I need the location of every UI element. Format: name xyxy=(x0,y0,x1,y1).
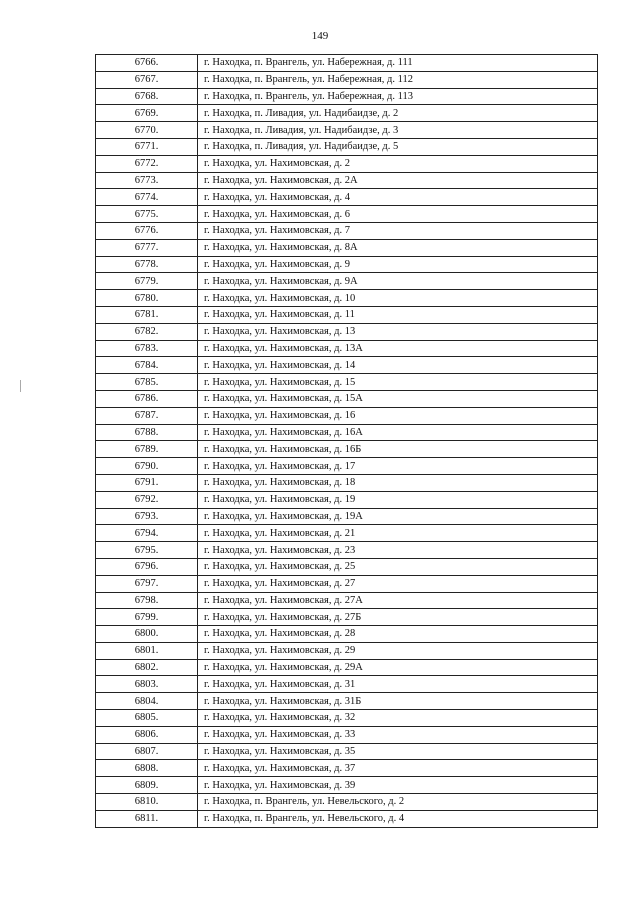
row-address: г. Находка, ул. Нахимовская, д. 25 xyxy=(198,558,598,575)
row-number: 6800. xyxy=(96,626,198,643)
table-row xyxy=(96,609,598,626)
row-address: г. Находка, ул. Нахимовская, д. 21 xyxy=(198,525,598,542)
row-address: г. Находка, ул. Нахимовская, д. 19 xyxy=(198,491,598,508)
row-number: 6768. xyxy=(96,88,198,105)
row-address: г. Находка, ул. Нахимовская, д. 14 xyxy=(198,357,598,374)
table-row xyxy=(96,726,598,743)
row-number: 6771. xyxy=(96,138,198,155)
row-number: 6792. xyxy=(96,491,198,508)
table-row xyxy=(96,407,598,424)
table-row xyxy=(96,155,598,172)
table-row xyxy=(96,743,598,760)
row-address: г. Находка, ул. Нахимовская, д. 2 xyxy=(198,155,598,172)
row-address: г. Находка, п. Ливадия, ул. Надибаидзе, д. 3 xyxy=(198,122,598,139)
row-number: 6809. xyxy=(96,777,198,794)
row-address: г. Находка, ул. Нахимовская, д. 9А xyxy=(198,273,598,290)
table-row xyxy=(96,676,598,693)
table-body xyxy=(96,55,598,828)
row-address: г. Находка, п. Ливадия, ул. Надибаидзе, д. 2 xyxy=(198,105,598,122)
row-number: 6803. xyxy=(96,676,198,693)
table-row xyxy=(96,222,598,239)
table-row xyxy=(96,777,598,794)
row-number: 6797. xyxy=(96,575,198,592)
row-address: г. Находка, ул. Нахимовская, д. 16А xyxy=(198,424,598,441)
table-row xyxy=(96,273,598,290)
table-row xyxy=(96,659,598,676)
table-row xyxy=(96,592,598,609)
table-row xyxy=(96,642,598,659)
row-number: 6775. xyxy=(96,206,198,223)
row-number: 6788. xyxy=(96,424,198,441)
row-address: г. Находка, ул. Нахимовская, д. 16 xyxy=(198,407,598,424)
table-row xyxy=(96,239,598,256)
row-number: 6780. xyxy=(96,290,198,307)
row-address: г. Находка, ул. Нахимовская, д. 15А xyxy=(198,390,598,407)
row-address: г. Находка, п. Ливадия, ул. Надибаидзе, д. 5 xyxy=(198,138,598,155)
row-number: 6798. xyxy=(96,592,198,609)
table-row xyxy=(96,340,598,357)
row-number: 6802. xyxy=(96,659,198,676)
row-address: г. Находка, ул. Нахимовская, д. 2А xyxy=(198,172,598,189)
table-row xyxy=(96,542,598,559)
row-number: 6774. xyxy=(96,189,198,206)
table-row xyxy=(96,88,598,105)
row-address: г. Находка, ул. Нахимовская, д. 16Б xyxy=(198,441,598,458)
row-number: 6793. xyxy=(96,508,198,525)
table-row xyxy=(96,441,598,458)
row-address: г. Находка, ул. Нахимовская, д. 39 xyxy=(198,777,598,794)
row-number: 6805. xyxy=(96,710,198,727)
row-number: 6789. xyxy=(96,441,198,458)
row-address: г. Находка, ул. Нахимовская, д. 31Б xyxy=(198,693,598,710)
row-number: 6785. xyxy=(96,374,198,391)
row-address: г. Находка, п. Врангель, ул. Невельского, д. 4 xyxy=(198,810,598,827)
table-row xyxy=(96,306,598,323)
row-number: 6806. xyxy=(96,726,198,743)
row-address: г. Находка, п. Врангель, ул. Невельского, д. 2 xyxy=(198,794,598,811)
row-address: г. Находка, ул. Нахимовская, д. 27А xyxy=(198,592,598,609)
row-address: г. Находка, ул. Нахимовская, д. 29А xyxy=(198,659,598,676)
row-address: г. Находка, ул. Нахимовская, д. 27Б xyxy=(198,609,598,626)
table-row xyxy=(96,458,598,475)
row-address: г. Находка, ул. Нахимовская, д. 28 xyxy=(198,626,598,643)
table-row xyxy=(96,55,598,72)
row-address: г. Находка, ул. Нахимовская, д. 4 xyxy=(198,189,598,206)
row-number: 6778. xyxy=(96,256,198,273)
table-row xyxy=(96,760,598,777)
row-number: 6794. xyxy=(96,525,198,542)
row-number: 6807. xyxy=(96,743,198,760)
row-number: 6767. xyxy=(96,71,198,88)
table-row xyxy=(96,122,598,139)
row-number: 6804. xyxy=(96,693,198,710)
table-row xyxy=(96,357,598,374)
row-number: 6782. xyxy=(96,323,198,340)
row-address: г. Находка, ул. Нахимовская, д. 32 xyxy=(198,710,598,727)
row-number: 6810. xyxy=(96,794,198,811)
row-number: 6801. xyxy=(96,642,198,659)
table-row xyxy=(96,558,598,575)
row-address: г. Находка, ул. Нахимовская, д. 29 xyxy=(198,642,598,659)
table-row xyxy=(96,290,598,307)
row-address: г. Находка, ул. Нахимовская, д. 23 xyxy=(198,542,598,559)
scan-artifact-mark xyxy=(20,380,21,392)
row-address: г. Находка, ул. Нахимовская, д. 6 xyxy=(198,206,598,223)
row-address: г. Находка, ул. Нахимовская, д. 15 xyxy=(198,374,598,391)
table-row xyxy=(96,424,598,441)
address-register-table xyxy=(95,54,598,828)
table-row xyxy=(96,794,598,811)
row-number: 6769. xyxy=(96,105,198,122)
table-row xyxy=(96,810,598,827)
row-number: 6766. xyxy=(96,55,198,72)
row-number: 6777. xyxy=(96,239,198,256)
row-number: 6772. xyxy=(96,155,198,172)
row-number: 6779. xyxy=(96,273,198,290)
table-row xyxy=(96,626,598,643)
row-number: 6790. xyxy=(96,458,198,475)
table-row xyxy=(96,105,598,122)
row-number: 6795. xyxy=(96,542,198,559)
row-number: 6783. xyxy=(96,340,198,357)
row-number: 6784. xyxy=(96,357,198,374)
table-row xyxy=(96,474,598,491)
table-row xyxy=(96,575,598,592)
row-address: г. Находка, ул. Нахимовская, д. 27 xyxy=(198,575,598,592)
row-address: г. Находка, ул. Нахимовская, д. 11 xyxy=(198,306,598,323)
row-address: г. Находка, ул. Нахимовская, д. 17 xyxy=(198,458,598,475)
table-row xyxy=(96,710,598,727)
row-address: г. Находка, ул. Нахимовская, д. 13 xyxy=(198,323,598,340)
table-row xyxy=(96,491,598,508)
row-number: 6776. xyxy=(96,222,198,239)
row-address: г. Находка, ул. Нахимовская, д. 19А xyxy=(198,508,598,525)
table-row xyxy=(96,525,598,542)
row-number: 6811. xyxy=(96,810,198,827)
row-number: 6808. xyxy=(96,760,198,777)
row-address: г. Находка, ул. Нахимовская, д. 18 xyxy=(198,474,598,491)
row-number: 6796. xyxy=(96,558,198,575)
table-row xyxy=(96,508,598,525)
row-number: 6791. xyxy=(96,474,198,491)
row-address: г. Находка, п. Врангель, ул. Набережная, д. 112 xyxy=(198,71,598,88)
row-number: 6799. xyxy=(96,609,198,626)
table-row xyxy=(96,172,598,189)
row-number: 6787. xyxy=(96,407,198,424)
row-number: 6786. xyxy=(96,390,198,407)
table-row xyxy=(96,71,598,88)
row-address: г. Находка, ул. Нахимовская, д. 13А xyxy=(198,340,598,357)
table-row xyxy=(96,189,598,206)
page-number: 149 xyxy=(311,30,329,42)
table-row xyxy=(96,138,598,155)
row-address: г. Находка, ул. Нахимовская, д. 33 xyxy=(198,726,598,743)
row-address: г. Находка, п. Врангель, ул. Набережная, д. 113 xyxy=(198,88,598,105)
table-row xyxy=(96,206,598,223)
table-row xyxy=(96,693,598,710)
table-row xyxy=(96,390,598,407)
row-address: г. Находка, п. Врангель, ул. Набережная, д. 111 xyxy=(198,55,598,72)
row-number: 6773. xyxy=(96,172,198,189)
row-address: г. Находка, ул. Нахимовская, д. 9 xyxy=(198,256,598,273)
row-address: г. Находка, ул. Нахимовская, д. 10 xyxy=(198,290,598,307)
row-number: 6770. xyxy=(96,122,198,139)
row-address: г. Находка, ул. Нахимовская, д. 8А xyxy=(198,239,598,256)
row-address: г. Находка, ул. Нахимовская, д. 31 xyxy=(198,676,598,693)
row-address: г. Находка, ул. Нахимовская, д. 37 xyxy=(198,760,598,777)
row-address: г. Находка, ул. Нахимовская, д. 35 xyxy=(198,743,598,760)
table-row xyxy=(96,323,598,340)
row-address: г. Находка, ул. Нахимовская, д. 7 xyxy=(198,222,598,239)
table-row xyxy=(96,374,598,391)
row-number: 6781. xyxy=(96,306,198,323)
table-row xyxy=(96,256,598,273)
